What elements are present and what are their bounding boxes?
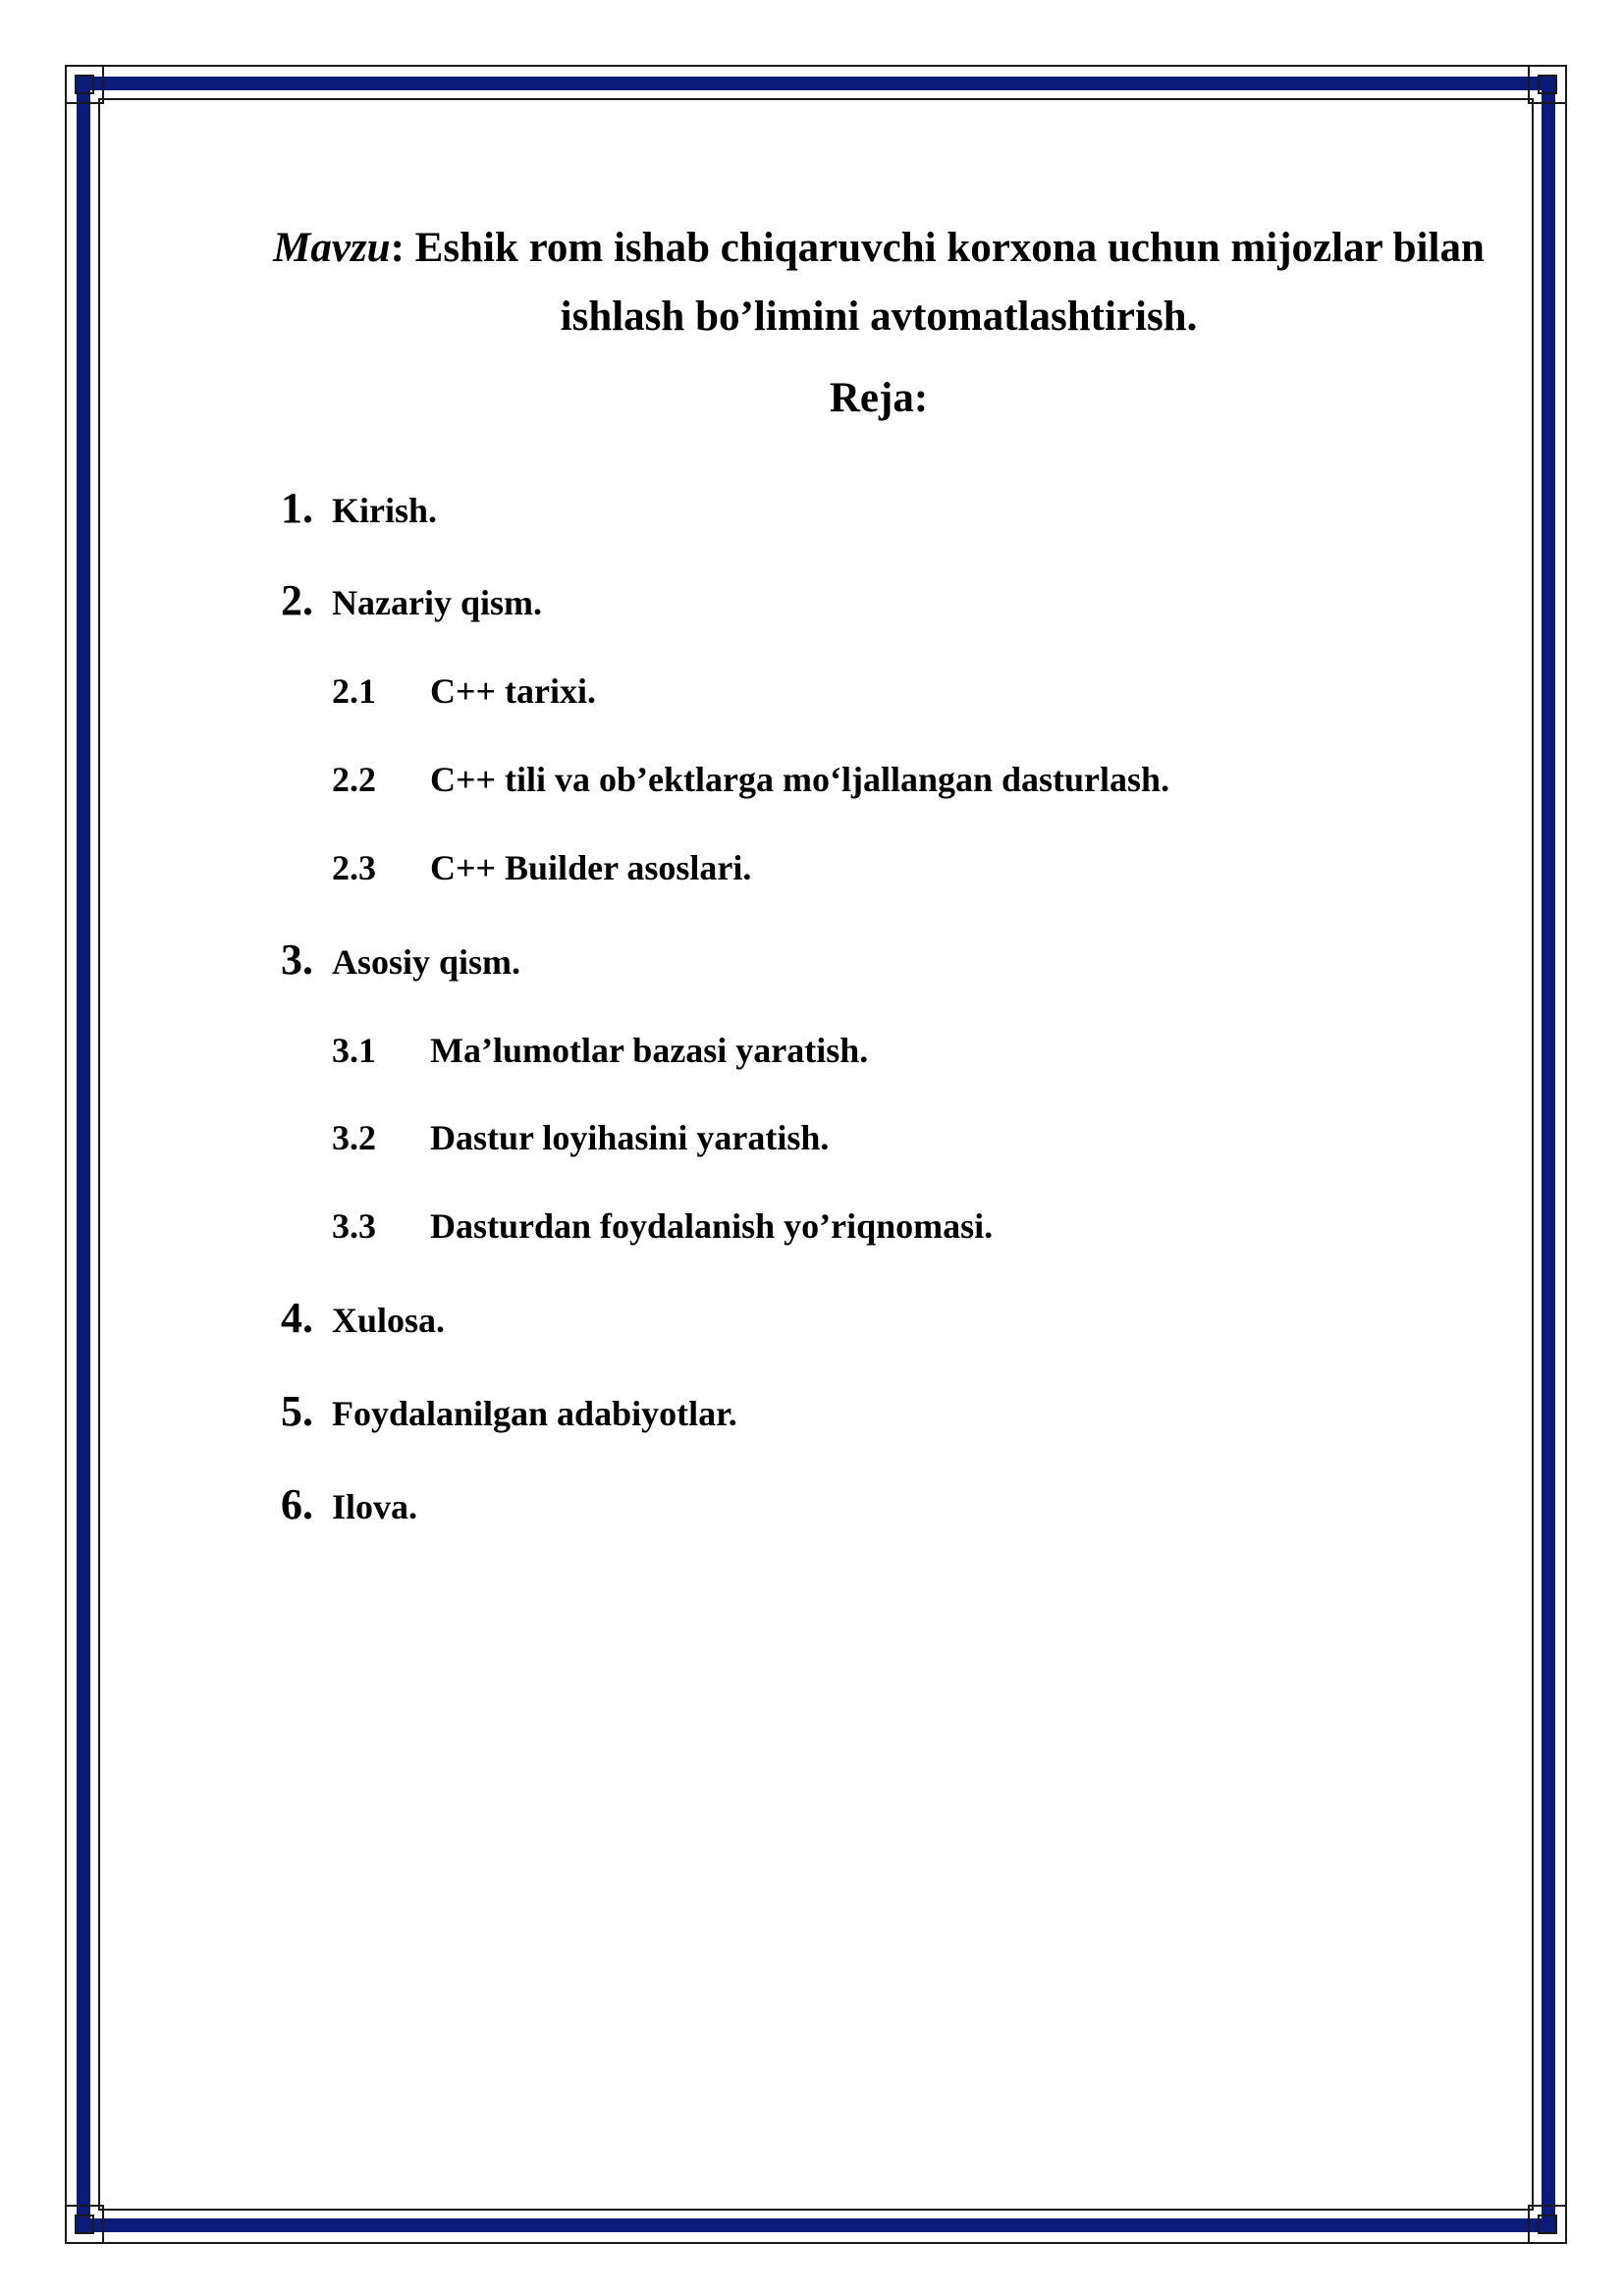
plan-subitem: [332, 664, 596, 719]
border-corner-top-right: [1528, 65, 1567, 104]
plan-item: [281, 573, 542, 638]
plan-subitem-label: Dastur loyihasini yaratish.: [430, 1118, 830, 1157]
plan-item-number: 5.: [281, 1387, 313, 1435]
plan-subitem-label: C++ Builder asoslari.: [430, 848, 752, 887]
plan-subitem: [332, 1199, 993, 1254]
plan-subitem-number: 2.2: [332, 760, 376, 799]
plan-item-label: Ilova.: [332, 1487, 418, 1526]
title-text: : Eshik rom ishab chiqaruvchi korxona uchun mijozlar bilan ishlash bo’limini avtomatlashtirish.: [390, 225, 1485, 340]
plan-subitem-number: 3.3: [332, 1206, 376, 1246]
plan-item-number: 2.: [281, 576, 313, 624]
plan-subitem: [332, 752, 1169, 807]
border-corner-bottom-left: [65, 2205, 104, 2244]
plan-item-number: 6.: [281, 1480, 313, 1528]
plan-subitem-label: Ma’lumotlar bazasi yaratish.: [430, 1031, 869, 1070]
plan-item-label: Nazariy qism.: [332, 583, 542, 622]
plan-item-label: Kirish.: [332, 491, 438, 530]
plan-item: [281, 481, 437, 546]
plan-subitem: [332, 840, 751, 895]
plan-item-label: Xulosa.: [332, 1301, 446, 1340]
plan-item-number: 1.: [281, 484, 313, 532]
plan-subitem-number: 3.2: [332, 1118, 376, 1157]
plan-subitem-label: C++ tarixi.: [430, 671, 596, 711]
plan-item-label: Foydalanilgan adabiyotlar.: [332, 1394, 737, 1433]
document-title: [226, 214, 1532, 351]
plan-subitem: [332, 1023, 868, 1078]
plan-subitem-label: Dasturdan foydalanish yo’riqnomasi.: [430, 1206, 994, 1246]
plan-item-number: 4.: [281, 1294, 313, 1342]
plan-heading: Reja:: [829, 375, 929, 421]
plan-item: [281, 933, 520, 997]
plan-subitem: [332, 1110, 829, 1165]
plan-item-label: Asosiy qism.: [332, 942, 521, 982]
border-corner-top-left: [65, 65, 104, 104]
plan-item: [281, 1384, 737, 1449]
plan-item-number: 3.: [281, 935, 313, 984]
plan-subitem-number: 2.3: [332, 848, 376, 887]
title-prefix: Mavzu: [273, 225, 391, 271]
border-corner-bottom-right: [1528, 2205, 1567, 2244]
plan-subitem-number: 3.1: [332, 1031, 376, 1070]
plan-item: [281, 1477, 417, 1542]
plan-subitem-number: 2.1: [332, 671, 376, 711]
plan-subitem-label: C++ tili va ob’ektlarga mo‘ljallangan dasturlash.: [430, 760, 1170, 799]
plan-item: [281, 1291, 445, 1356]
